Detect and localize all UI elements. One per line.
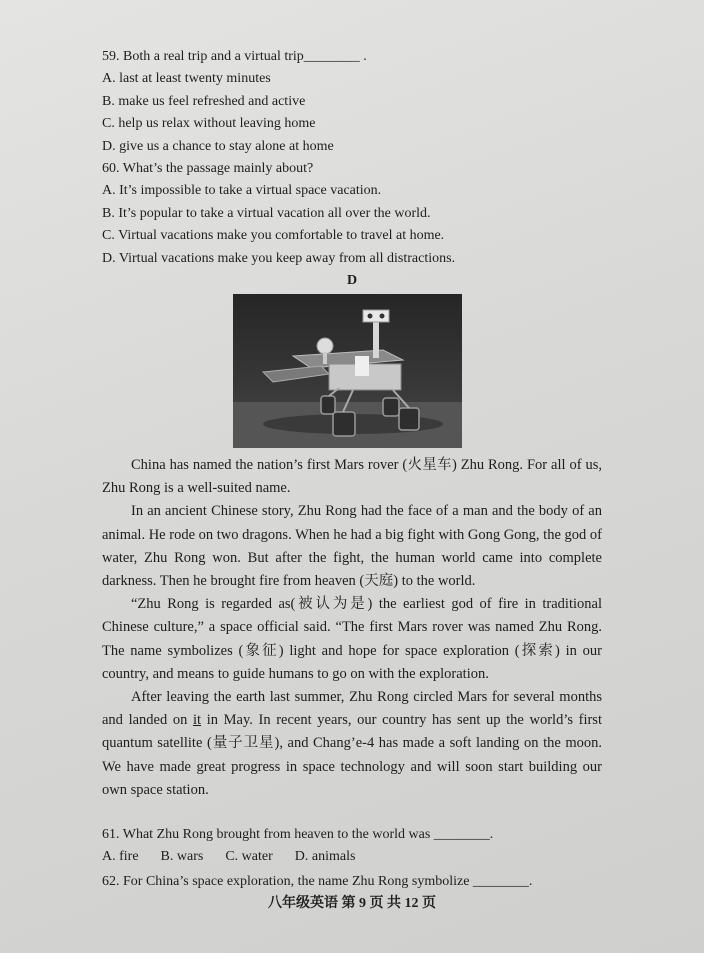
question-62 [102, 871, 602, 893]
question-60 [102, 158, 602, 270]
section-label: D [346, 273, 358, 288]
passage-paragraph: “Zhu Rong is regarded as(被认为是) the earliest god of fire in traditional Chinese culture,” a space official said. “The first Mars rover was named Zhu Rong. The name symbolizes (象征) light and hope for space exploration (探索) in our country, and means to guide humans to go on with the exploration. [102, 596, 602, 682]
passage-paragraph: In an ancient Chinese story, Zhu Rong had the face of a man and the body of an animal. He rode on two dragons. When he had a big fight with Gong Gong, the god of water, Zhu Rong won. But after the fight, the human world came into complete darkness. Then he brought fire from heaven (天庭) to the world. [102, 503, 602, 590]
option-b: B. make us feel refreshed and active [102, 93, 306, 109]
question-stem: 60. What’s the passage mainly about? [102, 161, 314, 176]
passage-paragraph: China has named the nation’s first Mars rover (火星车) Zhu Rong. For all of us, Zhu Rong is a well-suited name. [102, 457, 602, 497]
question-stem: 59. Both a real trip and a virtual trip________ . [102, 49, 367, 64]
option-d: D. Virtual vacations make you keep away from all distractions. [102, 250, 456, 266]
passage-text: in May. In recent years, our country has sent up the world’s first quantum satellite (量子卫星), and Chang’e-4 has made a soft landing on the moon. We have made great progress in space technology and will soon start building our own space station. [102, 712, 602, 798]
question-61 [102, 824, 602, 869]
option-a: A. It’s impossible to take a virtual space vacation. [102, 183, 382, 199]
mars-rover-photo [233, 294, 462, 448]
option-c: C. water [225, 849, 273, 865]
question-stem: 62. For China’s space exploration, the name Zhu Rong symbolize ________. [102, 874, 533, 889]
option-d: D. give us a chance to stay alone at home [102, 138, 334, 154]
underlined-word: it [193, 712, 202, 729]
option-d: D. animals [294, 849, 356, 865]
option-c: C. Virtual vacations make you comfortable to travel at home. [102, 228, 445, 244]
option-b: B. wars [160, 849, 204, 865]
option-a: A. last at least twenty minutes [102, 71, 271, 87]
passage-text: After leaving the earth last summer, Zhu Rong circled Mars for several months and landed on [102, 689, 602, 729]
passage-paragraph [102, 686, 602, 802]
passage [102, 454, 602, 802]
question-stem: 61. What Zhu Rong brought from heaven to the world was ________. [102, 827, 494, 842]
page-footer: 八年级英语 第 9 页 共 12 页 [268, 896, 436, 911]
options-row [102, 846, 602, 868]
option-c: C. help us relax without leaving home [102, 116, 316, 132]
mars-rover-image [233, 294, 462, 448]
question-59 [102, 46, 602, 158]
option-b: B. It’s popular to take a virtual vacation all over the world. [102, 205, 431, 221]
option-a: A. fire [102, 849, 139, 865]
